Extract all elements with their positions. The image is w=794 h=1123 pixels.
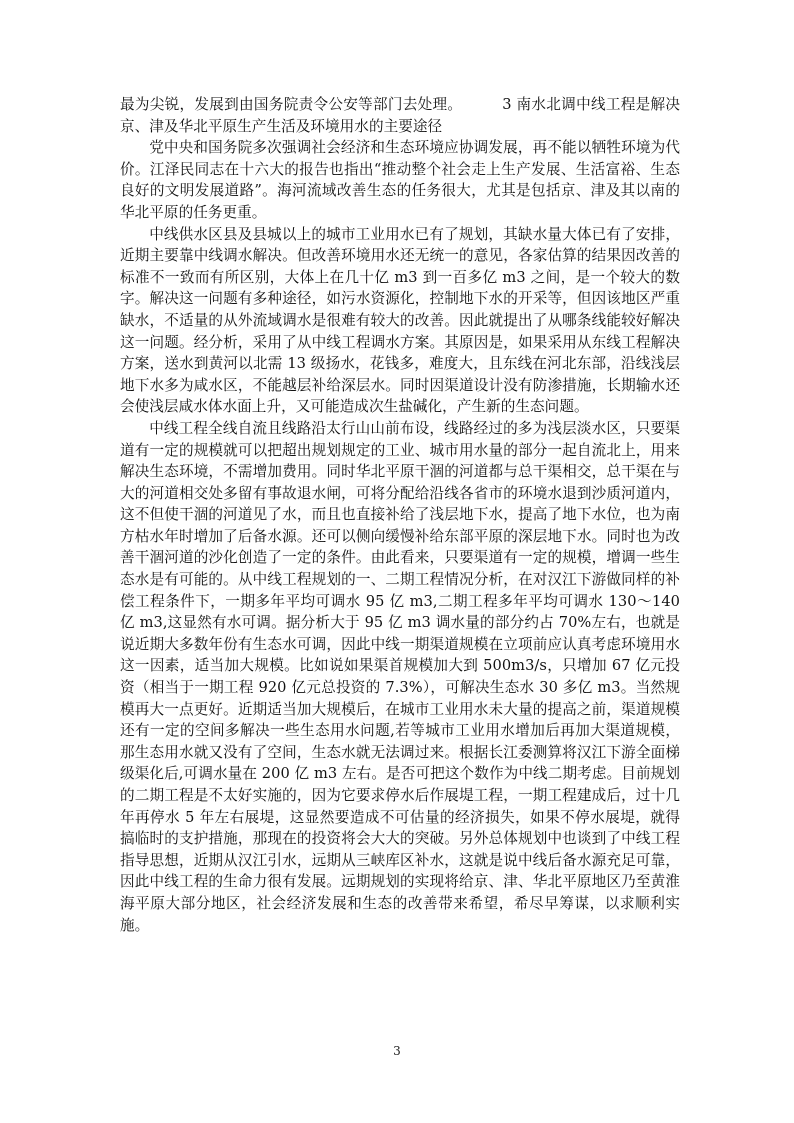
body-paragraph-1: 党中央和国务院多次强调社会经济和生态环境应协调发展，再不能以牺牲环境为代价。江泽民同志在十六大的报告也指出“推动整个社会走上生产发展、生活富裕、生态良好的文明发展道路”。海河流域改善生态的任务很大，尤其是包括京、津及其以南的华北平原的任务更重。: [120, 139, 680, 221]
section-heading: 3 南水北调中线工程是解决京、津及华北平原生产生活及环境用水的主要途径: [120, 96, 681, 135]
intro-fragment: 最为尖锐，发展到由国务院责令公安等部门去处理。: [120, 96, 463, 113]
body-paragraph-2: 中线供水区县及县城以上的城市工业用水已有了规划，其缺水量大体已有了安排，近期主要靠中线调水解决。但改善环境用水还无统一的意见，各家估算的结果因改善的标准不一致而有所区别，大体上在几十亿 m3 到一百多亿 m3 之间，是一个较大的数字。解决这一问题有多种途径，如污水资源化，控制地下水的开采等，但因该地区严重缺水，不适量的从外流域调水是很难有较大的改善。因此就提出了从哪条线能较好解决这一问题。经分析，采用了从中线工程调水方案。其原因是，如果采用从东线工程解决方案，送水到黄河以北需 13 级扬水，花钱多，难度大，且东线在河北东部，沿线浅层地下水多为咸水区，不能越层补给深层水。同时因渠道设计没有防渗措施，长期输水还会使浅层咸水体水面上升，又可能造成次生盐碱化，产生新的生态问题。: [120, 225, 680, 416]
document-body: [120, 94, 680, 936]
body-paragraph-3: 中线工程全线自流且线路沿太行山山前布设，线路经过的多为浅层淡水区，只要渠道有一定的规模就可以把超出规划规定的工业、城市用水量的部分一起自流北上，用来解决生态环境，不需增加费用。同时华北平原干涸的河道都与总干渠相交，总干渠在与大的河道相交处多留有事故退水闸，可将分配给沿线各省市的环境水退到沙质河道内，这不但使干涸的河道见了水，而且也直接补给了浅层地下水，提高了地下水位，也为南方枯水年时增加了后备水源。还可以侧向缓慢补给东部平原的深层地下水。同时也为改善干涸河道的沙化创造了一定的条件。由此看来，只要渠道有一定的规模，增调一些生态水是有可能的。从中线工程规划的一、二期工程情况分析，在对汉江下游做同样的补偿工程条件下，一期多年平均可调水 95 亿 m3,二期工程多年平均可调水 130～140 亿 m3,这显然有水可调。据分析大于 95 亿 m3 调水量的部分约占 70%左右，也就是说近期大多数年份有生态水可调，因此中线一期渠道规模在立项前应认真考虑环境用水这一因素，适当加大规模。比如说如果渠首规模加大到 500m3/s，只增加 67 亿元投资（相当于一期工程 920 亿元总投资的 7.3%），可解决生态水 30 多亿 m3。当然规模再大一点更好。近期适当加大规模后，在城市工业用水未大量的提高之前，渠道规模还有一定的空间多解决一些生态用水问题,若等城市工业用水增加后再加大渠道规模，那生态用水就又没有了空间，生态水就无法调过来。根据长江委测算将汉江下游全面梯级渠化后,可调水量在 200 亿 m3 左右。是否可把这个数作为中线二期考虑。目前规划的二期工程是不太好实施的，因为它要求停水后作展堤工程，一期工程建成后，过十几年再停水 5 年左右展堤，这显然要造成不可估量的经济损失，如果不停水展堤，就得搞临时的支护措施，那现在的投资将会大大的突破。另外总体规划中也谈到了中线工程指导思想，近期从汉江引水，远期从三峡库区补水，这就是说中线后备水源充足可靠，因此中线工程的生命力很有发展。远期规划的实现将给京、津、华北平原地区乃至黄淮海平原大部分地区，社会经济发展和生态的改善带来希望，希尽早筹谋，以求顺利实施。: [120, 419, 680, 934]
intro-paragraph: [120, 94, 680, 137]
page-number: 3: [393, 1044, 401, 1058]
